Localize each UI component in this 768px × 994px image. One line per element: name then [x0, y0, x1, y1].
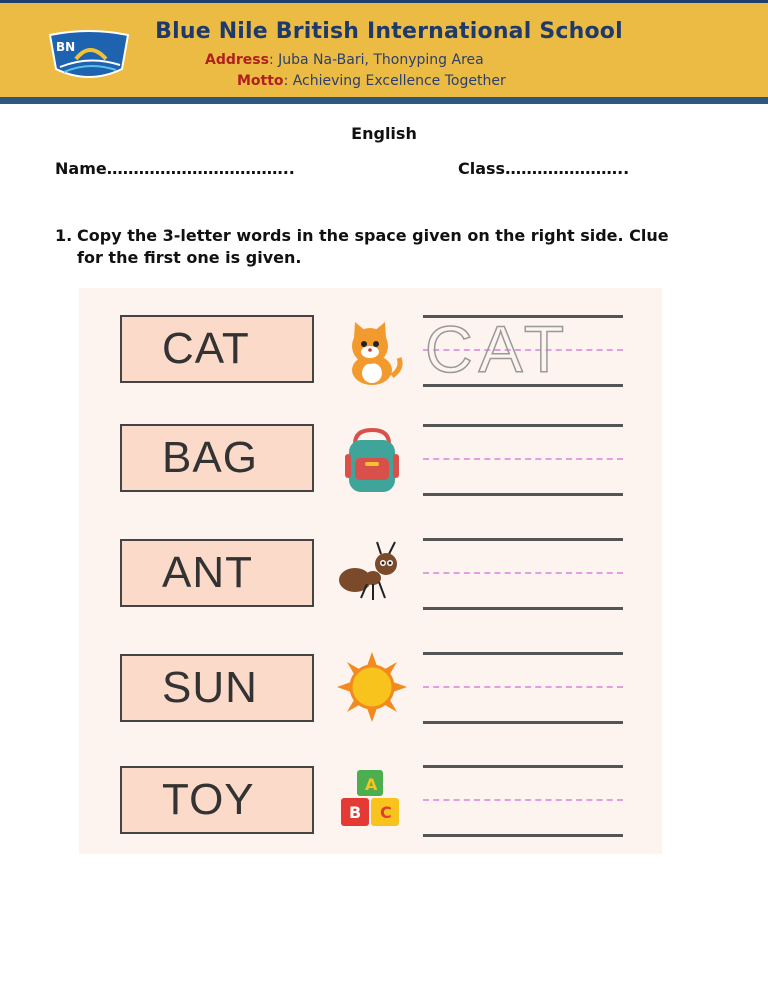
top-line [423, 652, 623, 655]
top-line [423, 765, 623, 768]
worksheet-panel [79, 288, 662, 854]
mid-line [423, 799, 623, 801]
writing-lines [423, 765, 623, 837]
base-line [423, 834, 623, 837]
motto-value: : Achieving Excellence Together [283, 73, 506, 89]
trace-word: CAT [425, 312, 571, 386]
backpack-icon [337, 424, 407, 494]
writing-lines [423, 424, 623, 496]
word-card: ANT [120, 539, 314, 607]
block-letter-a: A [365, 775, 378, 794]
base-line [423, 721, 623, 724]
address-line [205, 52, 484, 68]
block-letter-b: B [349, 803, 362, 822]
word-card: SUN [120, 654, 314, 722]
base-line [423, 493, 623, 496]
top-line [423, 424, 623, 427]
toy-blocks-icon [337, 768, 407, 838]
writing-lines [423, 538, 623, 610]
motto-label: Motto [237, 73, 284, 89]
motto-line [237, 73, 506, 89]
mid-line [423, 572, 623, 574]
writing-lines [423, 652, 623, 724]
question-1 [55, 225, 695, 269]
mid-line [423, 686, 623, 688]
class-field: Class………………….. [458, 159, 630, 178]
cat-icon [337, 318, 407, 388]
word-card: BAG [120, 424, 314, 492]
school-name: Blue Nile British International School [155, 19, 623, 44]
question-text: Copy the 3-letter words in the space given on the right side. Clue for the first one is given. [77, 226, 669, 267]
question-number: 1. [55, 226, 73, 245]
word-card: CAT [120, 315, 314, 383]
word-card: TOY [120, 766, 314, 834]
block-letter-c: C [380, 803, 392, 822]
address-value: : Juba Na-Bari, Thonyping Area [268, 52, 484, 68]
logo-lettering: BN [56, 40, 76, 54]
name-field: Name…………………………….. [55, 159, 295, 178]
address-label: Address [205, 52, 269, 68]
writing-lines [423, 312, 623, 387]
ant-icon [337, 538, 407, 608]
base-line [423, 607, 623, 610]
school-header [0, 0, 768, 104]
sun-icon [337, 652, 407, 722]
top-line [423, 538, 623, 541]
subject-title: English [351, 124, 417, 143]
mid-line [423, 458, 623, 460]
